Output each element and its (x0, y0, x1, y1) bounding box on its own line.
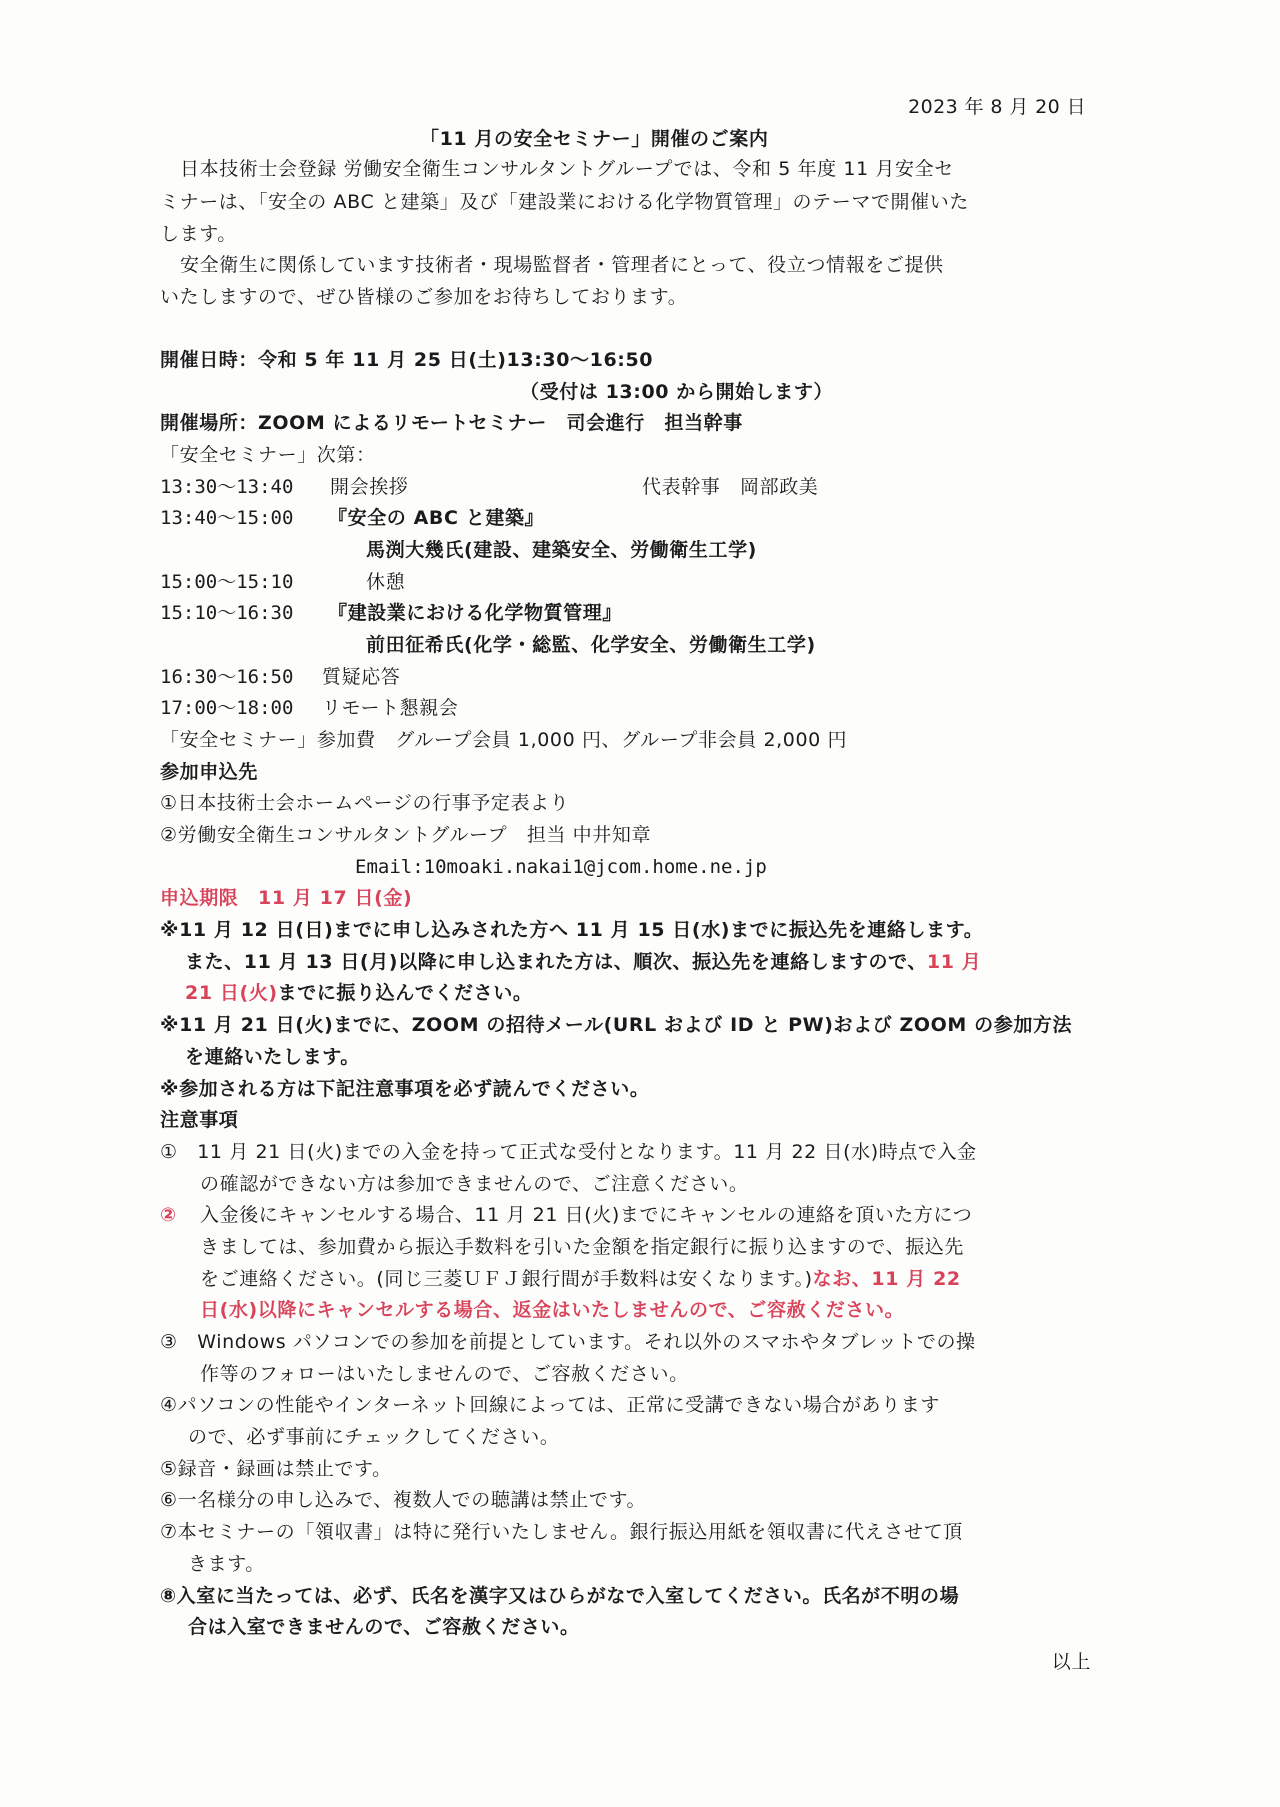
note-text: までに振り込んでください。 (277, 982, 533, 1004)
caution-emphasis: 日(水)以降にキャンセルする場合、返金はいたしませんので、ご容赦ください。 (200, 1299, 905, 1321)
caution-line: ⑧入室に当たっては、必ず、氏名を漢字又はひらがなで入室してください。氏名が不明の場 (160, 1585, 960, 1607)
program-heading: 「安全セミナー」次第： (160, 444, 376, 466)
contact-email[interactable]: Email:10moaki.nakai1@jcom.home.ne.jp (355, 856, 767, 878)
intro-line: します。 (160, 223, 237, 245)
reception-time: （受付は 13:00 から開始します） (520, 381, 834, 403)
caution-line: ので、必ず事前にチェックしてください。 (188, 1426, 560, 1448)
program-item: 『建設業における化学物質管理』 (328, 602, 623, 624)
program-time: 13:30～13:40 (160, 476, 294, 498)
caution-line: きます。 (188, 1553, 265, 1575)
caution-line: ③ Windows パソコンでの参加を前提としています。それ以外のスマホやタブレットでの操 (160, 1331, 976, 1353)
caution-line: 作等のフォローはいたしませんので、ご容赦ください。 (200, 1363, 689, 1385)
intro-line: ミナーは、「安全の ABC と建築」及び「建設業における化学物質管理」のテーマで開催いた (160, 191, 969, 213)
program-item: 『安全の ABC と建築』 (328, 507, 545, 529)
document-title: 「11 月の安全セミナー」開催のご案内 (420, 128, 769, 150)
apply-option: ②労働安全衛生コンサルタントグループ 担当 中井知章 (160, 824, 652, 846)
event-datetime: 開催日時：令和 5 年 11 月 25 日(土)13:30～16:50 (160, 349, 654, 371)
note-line: ※参加される方は下記注意事項を必ず読んでください。 (160, 1078, 650, 1100)
program-row (160, 696, 293, 720)
caution-text: をご連絡ください。(同じ三菱ＵＦＪ銀行間が手数料は安くなります。) (200, 1268, 813, 1290)
caution-marker: ② (160, 1204, 177, 1226)
note-line (185, 981, 532, 1005)
note-emphasis: 11 月 (926, 951, 982, 973)
apply-option: ①日本技術士会ホームページの行事予定表より (160, 792, 570, 814)
event-venue: 開催場所：ZOOM によるリモートセミナー 司会進行 担当幹事 (160, 412, 743, 434)
program-row (160, 570, 293, 594)
note-line (185, 950, 981, 974)
participation-fee: 「安全セミナー」参加費 グループ会員 1,000 円、グループ非会員 2,000 円 (160, 729, 848, 751)
caution-line: ⑦本セミナーの「領収書」は特に発行いたしません。銀行振込用紙を領収書に代えさせて頂 (160, 1521, 963, 1543)
program-row (160, 665, 293, 689)
caution-emphasis: なお、11 月 22 (812, 1268, 961, 1290)
program-speaker: 代表幹事 岡部政美 (642, 476, 819, 498)
note-text: また、11 月 13 日(月)以降に申し込まれた方は、順次、振込先を連絡しますので、 (185, 951, 927, 973)
caution-line: ⑤録音・録画は禁止です。 (160, 1458, 392, 1480)
caution-line: きましては、参加費から振込手数料を引いた金額を指定銀行に振り込ますので、振込先 (200, 1236, 965, 1258)
program-item: 休憩 (366, 571, 406, 593)
document-date: 2023 年 8 月 20 日 (908, 96, 1086, 118)
caution-line: の確認ができない方は参加できませんので、ご注意ください。 (200, 1173, 749, 1195)
program-row (160, 506, 293, 530)
intro-line: 安全衛生に関係しています技術者・現場監督者・管理者にとって、役立つ情報をご提供 (180, 254, 944, 276)
note-line: ※11 月 12 日(日)までに申し込みされた方へ 11 月 15 日(水)までに振込先を連絡します。 (160, 919, 984, 941)
caution-heading: 注意事項 (160, 1109, 239, 1131)
program-row (160, 601, 293, 625)
note-line: ※11 月 21 日(火)までに、ZOOM の招待メール(URL および ID と PW)および ZOOM の参加方法 (160, 1014, 1073, 1036)
program-time: 13:40～15:00 (160, 507, 294, 529)
intro-line: 日本技術士会登録 労働安全衛生コンサルタントグループでは、令和 5 年度 11 月安全セ (180, 158, 954, 180)
apply-heading: 参加申込先 (160, 761, 259, 783)
caution-line: 入金後にキャンセルする場合、11 月 21 日(火)までにキャンセルの連絡を頂いた方につ (200, 1204, 973, 1226)
program-speaker: 馬渕大幾氏(建設、建築安全、労働衛生工学) (366, 539, 757, 561)
program-time: 17:00～18:00 (160, 697, 294, 719)
caution-line: ④パソコンの性能やインターネット回線によっては、正常に受講できない場合があります (160, 1394, 940, 1416)
note-line: を連絡いたします。 (185, 1046, 360, 1068)
note-emphasis: 21 日(火) (185, 982, 278, 1004)
application-deadline: 申込期限 11 月 17 日(金) (160, 887, 413, 909)
program-time: 15:10～16:30 (160, 602, 294, 624)
closing-mark: 以上 (1051, 1651, 1091, 1673)
program-item: 質疑応答 (322, 666, 401, 688)
caution-line: ① 11 月 21 日(火)までの入金を持って正式な受付となります。11 月 22 日(水)時点で入金 (160, 1141, 977, 1163)
program-row (160, 475, 293, 499)
program-time: 16:30～16:50 (160, 666, 294, 688)
program-speaker: 前田征希氏(化学・総監、化学安全、労働衛生工学) (366, 634, 816, 656)
caution-line (200, 1267, 961, 1291)
program-item: 開会挨拶 (330, 476, 409, 498)
caution-line: 合は入室できませんので、ご容赦ください。 (188, 1616, 580, 1638)
program-time: 15:00～15:10 (160, 571, 294, 593)
intro-line: いたしますので、ぜひ皆様のご参加をお待ちしております。 (160, 286, 688, 308)
program-item: リモート懇親会 (322, 697, 459, 719)
caution-line: ⑥一名様分の申し込みで、複数人での聴講は禁止です。 (160, 1489, 647, 1511)
